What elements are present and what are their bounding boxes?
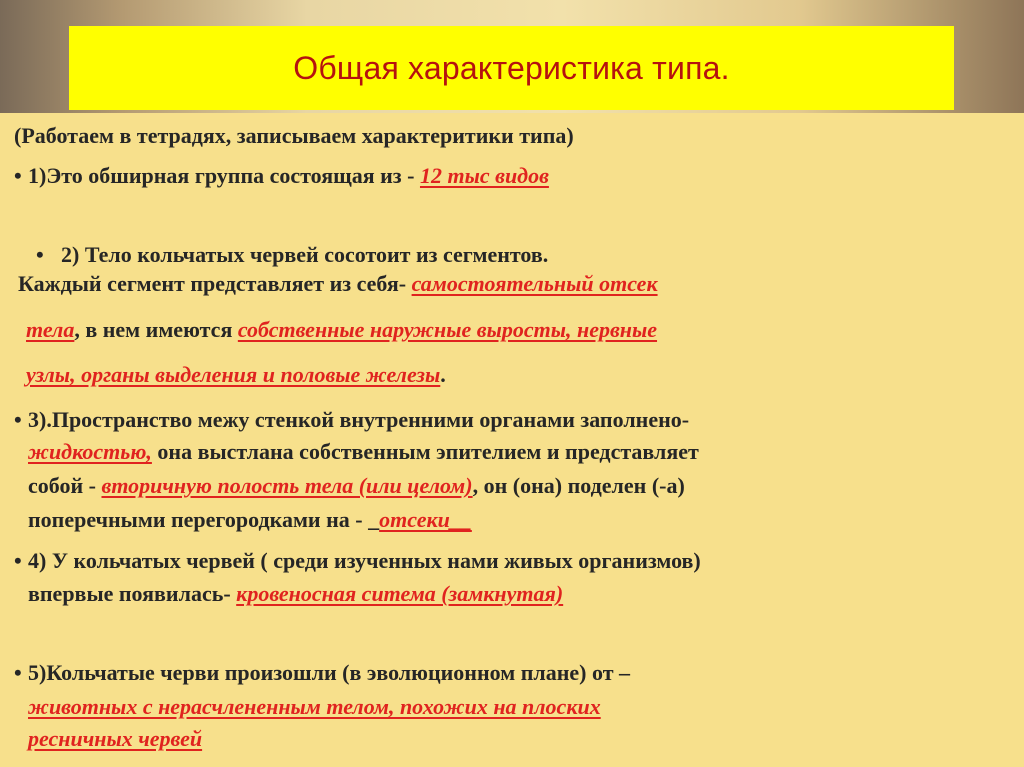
title-box	[69, 26, 954, 110]
point-4-text-3b: , он (она) поделен (-а)	[472, 473, 685, 498]
point-4-line-4	[28, 507, 472, 533]
point-3-text-a: Каждый сегмент представляет из себя-	[18, 271, 412, 296]
bullet: •	[14, 548, 22, 573]
point-6-line-3	[28, 726, 202, 752]
point-4-highlight-1: жидкостью,	[28, 439, 152, 464]
point-4-text-4a: поперечными перегородками на - _	[28, 507, 380, 532]
point-4-text-1: 3).Пространство межу стенкой внутренними органами заполнено-	[28, 407, 690, 432]
content-panel	[0, 113, 1024, 767]
bullet: •	[14, 407, 22, 432]
point-6-text-1: 5)Кольчатые черви произошли (в эволюционном плане) от –	[28, 660, 631, 685]
point-1	[14, 163, 549, 189]
point-5-line-2	[28, 581, 563, 607]
point-3-line-1	[18, 271, 658, 297]
bullet: •	[14, 660, 22, 685]
point-3-highlight-2: тела	[26, 317, 75, 342]
point-5-text-1: 4) У кольчатых червей ( среди изученных нами живых организмов)	[28, 548, 701, 573]
point-3-highlight-1: самостоятельный отсек	[411, 271, 658, 296]
point-4-highlight-3: отсеки__	[379, 507, 472, 532]
point-5-text-2a: впервые появилась-	[28, 581, 237, 606]
point-5-line-1	[14, 548, 701, 574]
point-1-text: 1)Это обширная группа состоящая из -	[28, 163, 420, 188]
point-3-text-b: , в нем имеются	[74, 317, 238, 342]
point-4-line-1	[14, 407, 689, 433]
point-3-line-3	[26, 362, 446, 388]
point-4-text-2: она выстлана собственным эпителием и представляет	[151, 439, 699, 464]
intro-line: (Работаем в тетрадях, записываем характеритики типа)	[14, 123, 574, 148]
point-3-line-2	[26, 317, 657, 343]
point-4-text-3a: собой -	[28, 473, 102, 498]
point-3-text-c: .	[440, 362, 446, 387]
point-6-highlight-2: ресничных червей	[28, 726, 203, 751]
point-6-highlight-1: животных с нерасчлененным телом, похожих на плоских	[28, 694, 601, 719]
slide-title: Общая характеристика типа.	[293, 49, 730, 86]
bullet: •	[14, 163, 22, 188]
bullet: •	[36, 242, 44, 267]
point-3-highlight-4: узлы, органы выделения и половые железы	[26, 362, 441, 387]
point-4-line-2	[28, 439, 699, 465]
point-6-line-2	[28, 694, 601, 720]
point-5-highlight: кровеносная ситема (замкнутая)	[236, 581, 564, 606]
point-1-highlight: 12 тыс видов	[419, 163, 549, 188]
point-6-line-1	[14, 660, 630, 686]
point-3-highlight-3: собственные наружные выросты, нервные	[237, 317, 658, 342]
point-4-highlight-2: вторичную полость тела (или целом)	[101, 473, 473, 498]
point-2-text: 2) Тело кольчатых червей сосотоит из сегментов.	[50, 242, 549, 267]
point-4-line-3	[28, 473, 685, 499]
